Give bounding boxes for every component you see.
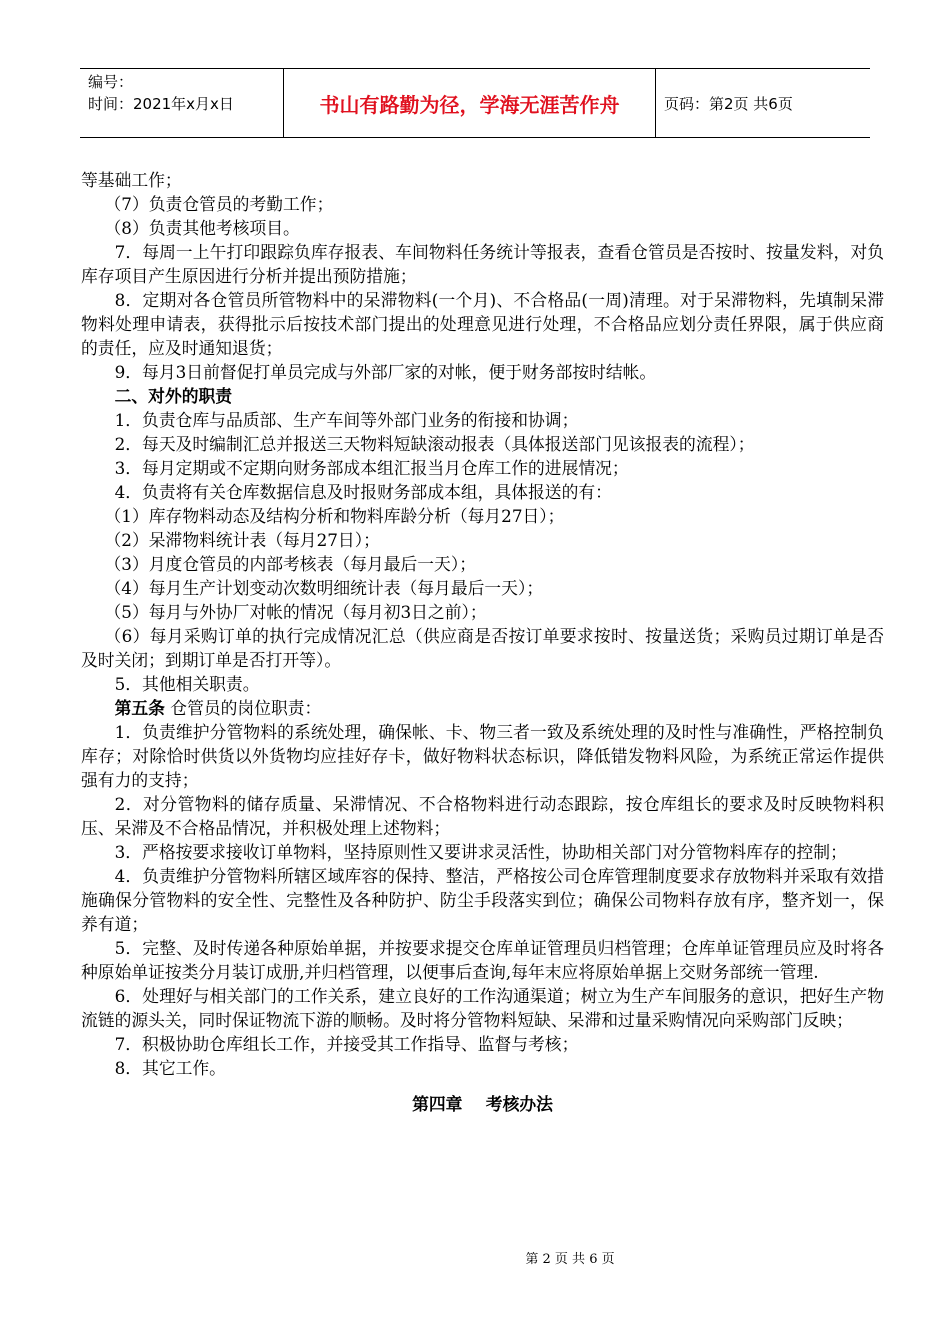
paragraph-text: （1）库存物料动态及结构分析和物料库龄分析（每月27日）； — [104, 506, 565, 526]
paragraph-text: 3．每月定期或不定期向财务部成本组汇报当月仓库工作的进展情况； — [114, 458, 629, 478]
paragraph — [81, 1032, 884, 1056]
paragraph — [81, 864, 884, 936]
paragraph — [81, 600, 884, 624]
paragraph — [81, 240, 884, 288]
paragraph — [81, 552, 884, 576]
chapter-title: 第四章 考核办法 — [412, 1094, 553, 1114]
paragraph-text: 7．每周一上午打印跟踪负库存报表、车间物料任务统计等报表，查看仓管员是否按时、按量发料，对负库存项目产生原因进行分析并提出预防措施； — [81, 242, 884, 286]
paragraph — [81, 576, 884, 600]
paragraph-text: 8．其它工作。 — [114, 1058, 226, 1078]
doc-number-label: 编号： — [88, 73, 134, 91]
header-page-info: 页码：第2页 共6页 — [664, 94, 793, 113]
paragraph-text: 2．每天及时编制汇总并报送三天物料短缺滚动报表（具体报送部门见该报表的流程）； — [114, 434, 755, 454]
doc-time-label: 时间：2021年x月x日 — [88, 95, 234, 113]
header-left-cell — [80, 69, 284, 137]
page-footer: 第 2 页 共 6 页 — [525, 1252, 615, 1267]
paragraph — [81, 360, 884, 384]
paragraph — [81, 480, 884, 504]
paragraph-text: 二、对外的职责 — [114, 386, 233, 406]
paragraph-text: （6）每月采购订单的执行完成情况汇总（供应商是否按订单要求按时、按量送货；采购员过期订单是否及时关闭；到期订单是否打开等）。 — [81, 626, 884, 670]
paragraph-text: （8）负责其他考核项目。 — [104, 218, 300, 238]
paragraph-text: 1．负责仓库与品质部、生产车间等外部门业务的衔接和协调； — [114, 410, 579, 430]
paragraph-text: （3）月度仓管员的内部考核表（每月最后一天）； — [104, 554, 476, 574]
paragraph — [81, 936, 884, 984]
paragraph — [81, 672, 884, 696]
paragraph — [81, 408, 884, 432]
paragraph — [81, 840, 884, 864]
paragraph — [81, 168, 884, 192]
paragraph — [81, 720, 884, 792]
paragraph — [81, 192, 884, 216]
paragraph — [81, 216, 884, 240]
paragraph — [81, 432, 884, 456]
paragraph-text: 1．负责维护分管物料的系统处理，确保帐、卡、物三者一致及系统处理的及时性与准确性，严格控制负库存；对除恰时供货以外货物均应挂好存卡，做好物料状态标识，降低错发物料风险，为系统正常运作提供强有力的支持； — [81, 722, 884, 790]
paragraph-text: （4）每月生产计划变动次数明细统计表（每月最后一天）； — [104, 578, 544, 598]
paragraph — [81, 1056, 884, 1080]
paragraph-text: 9．每月3日前督促打单员完成与外部厂家的对帐，便于财务部按时结帐。 — [114, 362, 657, 382]
paragraph-text: 6．处理好与相关部门的工作关系，建立良好的工作沟通渠道；树立为生产车间服务的意识，把好生产物流链的源头关，同时保证物流下游的顺畅。及时将分管物料短缺、呆滞和过量采购情况向采购部门反映； — [81, 986, 884, 1030]
paragraph-text: 等基础工作； — [81, 170, 182, 190]
paragraph — [81, 288, 884, 360]
paragraph-text: 仓管员的岗位职责： — [164, 698, 322, 718]
paragraph-text: 7．积极协助仓库组长工作，并接受其工作指导、监督与考核； — [114, 1034, 579, 1054]
paragraph-text: （2）呆滞物料统计表（每月27日）； — [104, 530, 380, 550]
paragraph-text: 5．完整、及时传递各种原始单据，并按要求提交仓库单证管理员归档管理；仓库单证管理员应及时将各种原始单证按类分月装订成册,并归档管理，以便事后查询,每年末应将原始单据上交财务部统一管理. — [81, 938, 884, 982]
paragraph — [81, 984, 884, 1032]
paragraph — [81, 528, 884, 552]
paragraph-text: 8．定期对各仓管员所管物料中的呆滞物料(一个月)、不合格品(一周)清理。对于呆滞物料，先填制呆滞物料处理申请表，获得批示后按技术部门提出的处理意见进行处理，不合格品应划分责任界限，属于供应商的责任，应及时通知退货； — [81, 290, 884, 358]
paragraph — [81, 696, 884, 720]
paragraph-text: （5）每月与外协厂对帐的情况（每月初3日之前）； — [104, 602, 487, 622]
paragraph — [81, 504, 884, 528]
paragraph-text: 3．严格按要求接收订单物料，坚持原则性又要讲求灵活性，协助相关部门对分管物料库存的控制； — [114, 842, 847, 862]
paragraph — [81, 792, 884, 840]
paragraph-list — [81, 168, 884, 1080]
document-body — [81, 168, 884, 1116]
paragraph-text: 4．负责维护分管物料所辖区域库容的保持、整洁，严格按公司仓库管理制度要求存放物料并采取有效措施确保分管物料的安全性、完整性及各种防护、防尘手段落实到位；确保公司物料存放有序，整齐划一，保养有道； — [81, 866, 884, 934]
article-label: 第五条 — [114, 698, 165, 718]
paragraph-text: 2．对分管物料的储存质量、呆滞情况、不合格物料进行动态跟踪，按仓库组长的要求及时反映物料积压、呆滞及不合格品情况，并积极处理上述物料； — [81, 794, 884, 838]
page-header — [80, 68, 870, 138]
paragraph-text: 4．负责将有关仓库数据信息及时报财务部成本组，具体报送的有： — [114, 482, 612, 502]
paragraph-text: 5．其他相关职责。 — [114, 674, 260, 694]
paragraph — [81, 624, 884, 672]
header-motto: 书山有路勤为径，学海无涯苦作舟 — [284, 69, 656, 137]
paragraph — [81, 384, 884, 408]
paragraph — [81, 456, 884, 480]
paragraph-text: （7）负责仓管员的考勤工作； — [104, 194, 334, 214]
